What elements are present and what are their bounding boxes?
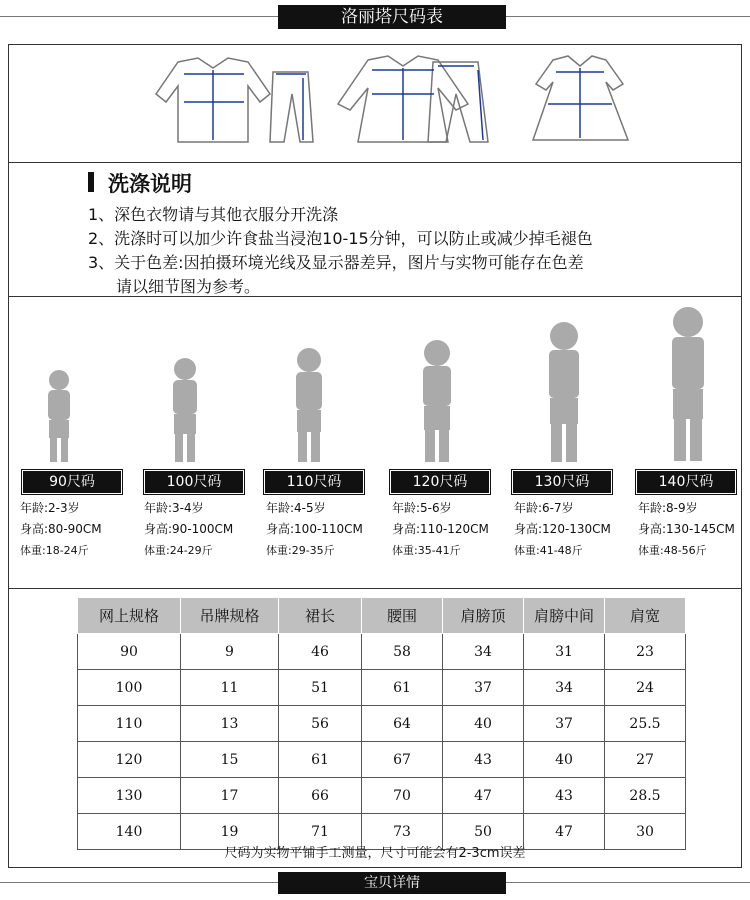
table-cell: 50: [443, 814, 524, 850]
table-cell: 66: [279, 778, 362, 814]
care-line: 2、洗涤时可以加少许食盐当浸泡10-15分钟，可以防止或减少掉毛褪色: [88, 229, 593, 248]
table-cell: 100: [78, 670, 181, 706]
table-row: [78, 706, 686, 742]
age-text: 年龄:3-4岁: [144, 501, 204, 515]
size-info: [266, 498, 363, 561]
weight-text: 体重:18-24斤: [20, 544, 89, 557]
column-header: 裙长: [279, 598, 362, 634]
size-label: 110尺码: [264, 470, 364, 494]
table-cell: 13: [181, 706, 279, 742]
table-cell: 40: [524, 742, 605, 778]
table-cell: 67: [362, 742, 443, 778]
measurement-diagrams: [8, 44, 742, 162]
size-label: 90尺码: [22, 470, 122, 494]
table-cell: 120: [78, 742, 181, 778]
weight-text: 体重:29-35斤: [266, 544, 335, 557]
height-text: 身高:100-110CM: [266, 522, 363, 536]
column-header: 吊牌规格: [181, 598, 279, 634]
table-cell: 27: [605, 742, 686, 778]
care-title: 洗涤说明: [108, 171, 192, 196]
age-text: 年龄:4-5岁: [266, 501, 326, 515]
age-text: 年龄:8-9岁: [638, 501, 698, 515]
table-cell: 11: [181, 670, 279, 706]
column-header: 网上规格: [78, 598, 181, 634]
height-text: 身高:90-100CM: [144, 522, 234, 536]
height-text: 身高:80-90CM: [20, 522, 102, 536]
care-line: 1、深色衣物请与其他衣服分开洗涤: [88, 205, 339, 224]
table-cell: 46: [279, 634, 362, 670]
table-header-row: [78, 598, 686, 634]
table-cell: 130: [78, 778, 181, 814]
table-cell: 43: [524, 778, 605, 814]
table-cell: 61: [279, 742, 362, 778]
column-header: 肩膀顶: [443, 598, 524, 634]
table-cell: 25.5: [605, 706, 686, 742]
table-cell: 17: [181, 778, 279, 814]
age-text: 年龄:6-7岁: [514, 501, 574, 515]
table-cell: 47: [443, 778, 524, 814]
table-cell: 23: [605, 634, 686, 670]
table-cell: 28.5: [605, 778, 686, 814]
height-text: 身高:120-130CM: [514, 522, 611, 536]
table-cell: 56: [279, 706, 362, 742]
table-cell: 31: [524, 634, 605, 670]
care-instructions: [8, 162, 742, 296]
table-cell: 110: [78, 706, 181, 742]
table-cell: 34: [443, 634, 524, 670]
child-silhouette: [280, 344, 338, 466]
page-title: 洛丽塔尺码表: [278, 5, 506, 29]
table-cell: 61: [362, 670, 443, 706]
table-row: [78, 670, 686, 706]
table-row: [78, 778, 686, 814]
child-silhouette: [532, 318, 596, 466]
table-cell: 19: [181, 814, 279, 850]
table-cell: 9: [181, 634, 279, 670]
weight-text: 体重:41-48斤: [514, 544, 583, 557]
table-cell: 71: [279, 814, 362, 850]
table-cell: 70: [362, 778, 443, 814]
table-cell: 15: [181, 742, 279, 778]
column-header: 肩宽: [605, 598, 686, 634]
table-cell: 40: [443, 706, 524, 742]
size-label: 100尺码: [144, 470, 244, 494]
size-info: [638, 498, 735, 561]
divider: [8, 588, 742, 589]
table-row: [78, 634, 686, 670]
table-cell: 47: [524, 814, 605, 850]
table-cell: 73: [362, 814, 443, 850]
child-silhouette: [406, 336, 468, 466]
height-text: 身高:130-145CM: [638, 522, 735, 536]
age-text: 年龄:5-6岁: [392, 501, 452, 515]
table-cell: 90: [78, 634, 181, 670]
child-silhouette: [34, 366, 84, 466]
table-cell: 37: [443, 670, 524, 706]
table-cell: 34: [524, 670, 605, 706]
size-label: 130尺码: [512, 470, 612, 494]
size-info: [514, 498, 611, 561]
column-header: 腰围: [362, 598, 443, 634]
table-cell: 37: [524, 706, 605, 742]
column-header: 肩膀中间: [524, 598, 605, 634]
table-cell: 24: [605, 670, 686, 706]
table-cell: 43: [443, 742, 524, 778]
size-info: [144, 498, 233, 561]
size-info: [20, 498, 102, 561]
weight-text: 体重:24-29斤: [144, 544, 213, 557]
child-silhouette: [654, 302, 722, 466]
child-silhouette: [158, 354, 212, 466]
size-guide: [8, 296, 742, 588]
table-cell: 30: [605, 814, 686, 850]
weight-text: 体重:35-41斤: [392, 544, 461, 557]
table-cell: 58: [362, 634, 443, 670]
table-row: [78, 742, 686, 778]
weight-text: 体重:48-56斤: [638, 544, 707, 557]
size-table: [77, 597, 686, 850]
size-label: 140尺码: [636, 470, 736, 494]
table-cell: 140: [78, 814, 181, 850]
table-cell: 64: [362, 706, 443, 742]
size-label: 120尺码: [390, 470, 490, 494]
section-footer: 宝贝详情: [278, 872, 506, 894]
height-text: 身高:110-120CM: [392, 522, 489, 536]
garment-diagram: [8, 44, 742, 162]
care-line: 3、关于色差:因拍摄环境光线及显示器差异，图片与实物可能存在色差: [88, 253, 584, 272]
table-cell: 51: [279, 670, 362, 706]
measurement-note: 尺码为实物平铺手工测量，尺寸可能会有2-3cm误差: [224, 846, 526, 861]
age-text: 年龄:2-3岁: [20, 501, 80, 515]
care-line: 请以细节图为参考。: [116, 277, 261, 296]
size-info: [392, 498, 489, 561]
